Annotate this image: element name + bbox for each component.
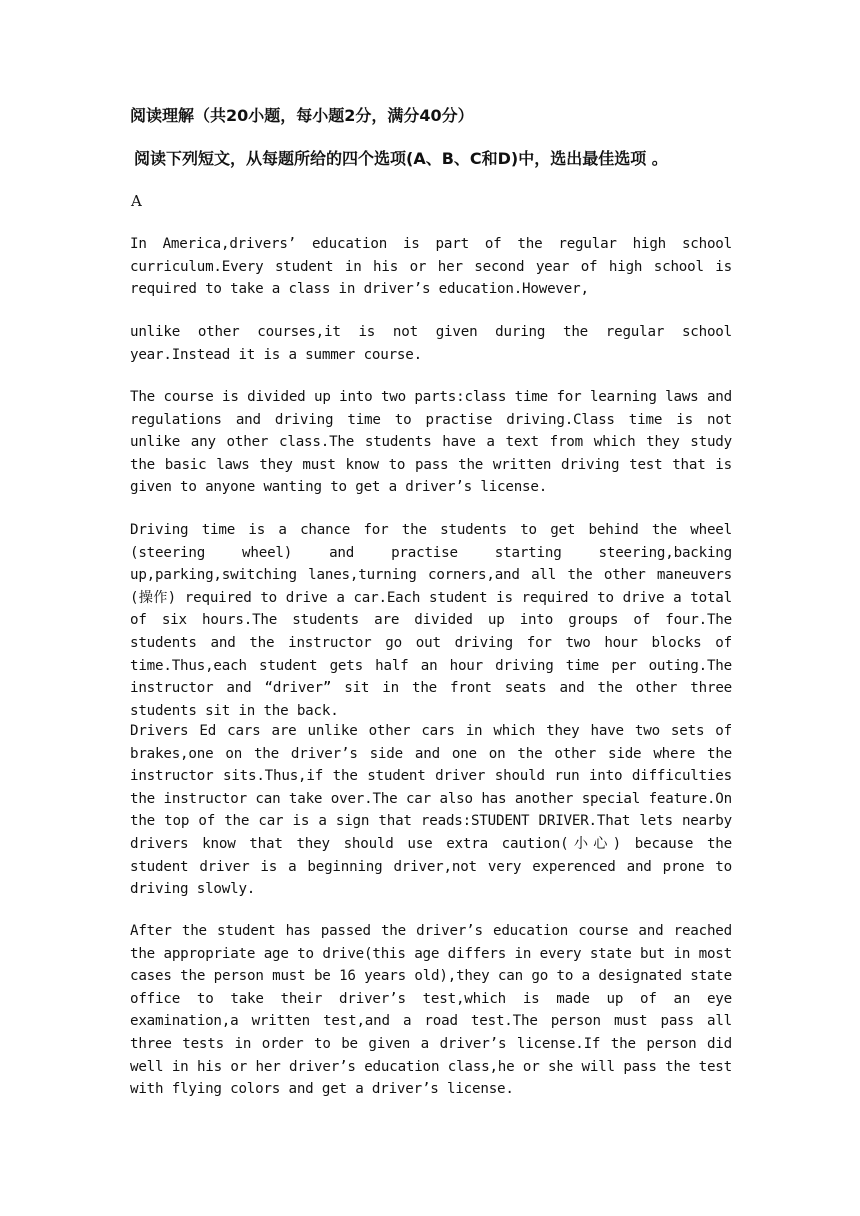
paragraph-1: In America,drivers’ education is part of the regular high school curriculum.Every student in his or her second year of high school is required to take a class in driver’s education.However, (130, 236, 732, 298)
passage-label: A (131, 192, 142, 210)
section-heading: 阅读理解（共20小题，每小题2分，满分40分） (130, 106, 474, 125)
instructions: 阅读下列短文，从每题所给的四个选项(A、B、C和D)中，选出最佳选项 。 (134, 149, 668, 168)
paragraph-4: Driving time is a chance for the students to get behind the wheel (steering wheel) and practise starting steering,backing up,parking,switching lanes,turning corners,and all the other maneuvers (操作) required to drive a car.Each student is required to drive a total of six hours.The students are divided up into groups of four.The students and the instructor go out driving for two hour blocks of time.Thus,each student gets half an hour driving time per outing.The instructor and “driver” sit in the front seats and the other three students sit in the back. (130, 522, 732, 719)
paragraph-6: After the student has passed the driver’s education course and reached the appropriate age to drive(this age differs in every state but in most cases the person must be 16 years old),they can go to a designated state office to take their driver’s test,which is made up of an eye examination,a written test,and a road test.The person must pass all three tests in order to be given a driver’s license.If the person did well in his or her driver’s education class,he or she will pass the test with flying colors and get a driver’s license. (130, 923, 732, 1098)
paragraph-2: unlike other courses,it is not given during the regular school year.Instead it is a summer course. (130, 324, 732, 363)
paragraph-3: The course is divided up into two parts:class time for learning laws and regulations and driving time to practise driving.Class time is not unlike any other class.The students have a text from which they study the basic laws they must know to pass the written driving test that is given to anyone wanting to get a driver’s license. (130, 389, 732, 496)
paragraph-5: Drivers Ed cars are unlike other cars in which they have two sets of brakes,one on the driver’s side and one on the other side where the instructor sits.Thus,if the student driver should run into difficulties the instructor can take over.The car also has another special feature.On the top of the car is a sign that reads:STUDENT DRIVER.That lets nearby drivers know that they should use extra caution(小心) because the student driver is a beginning driver,not very experenced and prone to driving slowly. (130, 723, 732, 898)
